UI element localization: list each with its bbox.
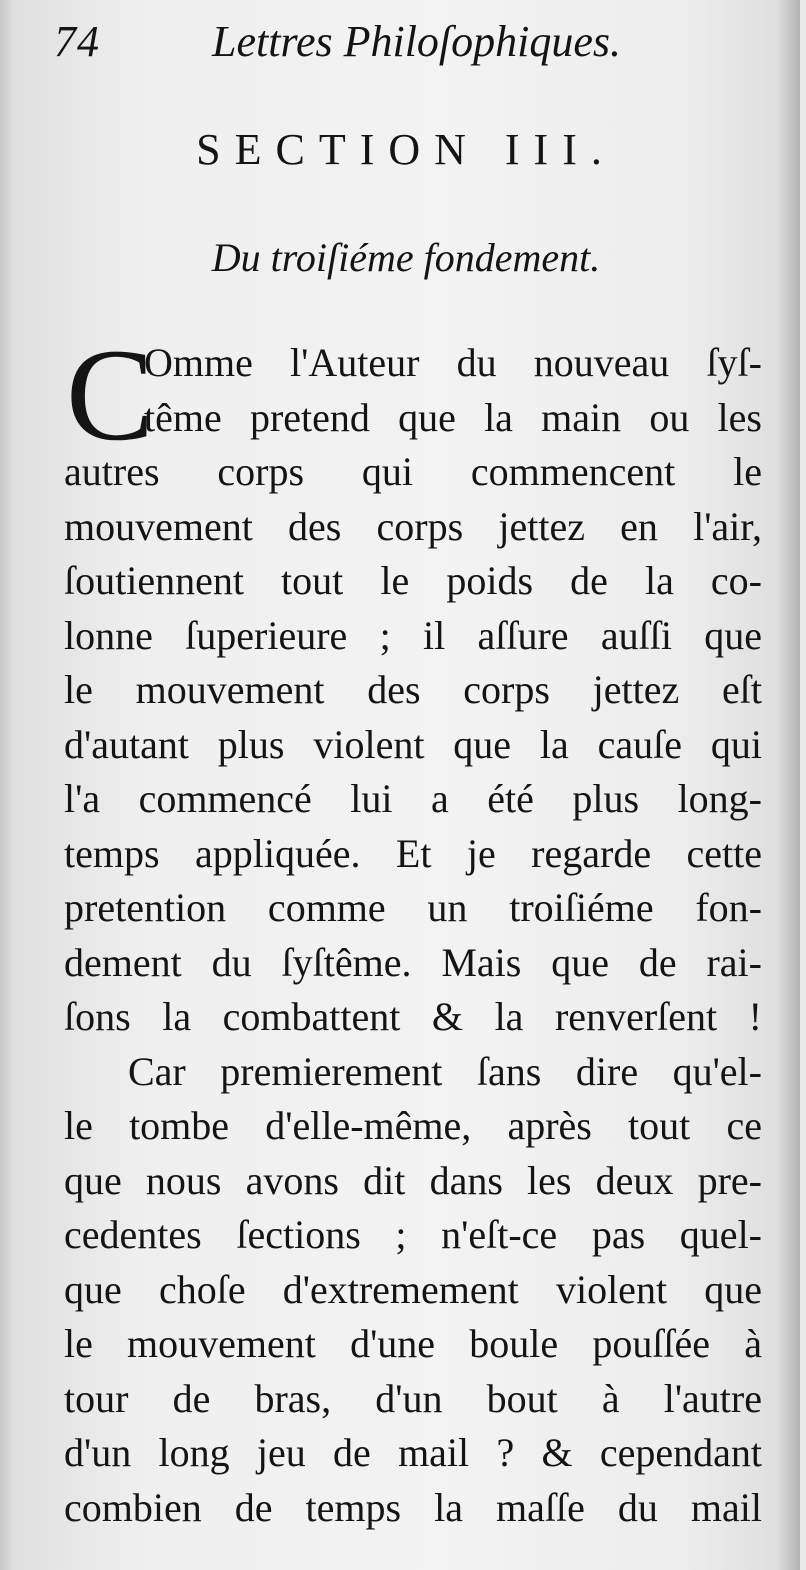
drop-cap: C <box>66 321 155 468</box>
text-line-15: le tombe d'elle-même, après tout ce <box>64 1103 762 1148</box>
text-line-12: dement du ſyſtême. Mais que de rai- <box>64 939 762 985</box>
text-line-2: tême pretend que la main ou les <box>144 394 762 440</box>
page-header <box>54 16 754 76</box>
text-line-16: que nous avons dit dans les deux pre- <box>64 1157 762 1203</box>
text-line-20: tour de bras, d'un bout à l'autre <box>64 1375 762 1421</box>
text-line-3: autres corps qui commencent le <box>64 449 762 494</box>
text-line-22: combien de temps la maſſe du mail <box>64 1484 762 1530</box>
section-subtitle: Du troiſiéme fondement. <box>211 235 601 280</box>
text-line-7: le mouvement des corps jettez eſt <box>64 667 762 712</box>
text-line-1-content: Omme l'Auteur du nouveau ſyſ- <box>144 340 762 385</box>
page-number: 74 <box>54 17 100 66</box>
text-line-13: ſons la combattent & la renverſent ! <box>64 994 762 1039</box>
text-line-17: cedentes ſections ; n'eſt-ce pas quel- <box>64 1212 762 1257</box>
text-line-9: l'a commencé lui a été plus long- <box>64 776 762 821</box>
text-line-4: mouvement des corps jettez en l'air, <box>64 503 762 549</box>
text-line-10: temps appliquée. Et je regarde cette <box>64 830 762 876</box>
text-line-19: le mouvement d'une boule pouſſée à <box>64 1321 762 1366</box>
text-line-14: Car premierement ſans dire qu'el- <box>128 1048 762 1094</box>
text-line-21: d'un long jeu de mail ? & cependant <box>64 1430 762 1475</box>
text-line-18: que choſe d'extremement violent que <box>64 1266 762 1312</box>
section-title: SECTION III. <box>196 125 616 174</box>
body-text <box>64 321 762 1535</box>
text-line-8: d'autant plus violent que la cauſe qui <box>64 721 762 767</box>
text-line-5: ſoutiennent tout le poids de la co- <box>64 558 762 603</box>
running-head: Lettres Philoſophiques. <box>212 17 622 66</box>
text-line-11: pretention comme un troiſiéme fon- <box>64 885 762 930</box>
text-line-6: lonne ſuperieure ; il aſſure auſſi que <box>64 612 762 658</box>
